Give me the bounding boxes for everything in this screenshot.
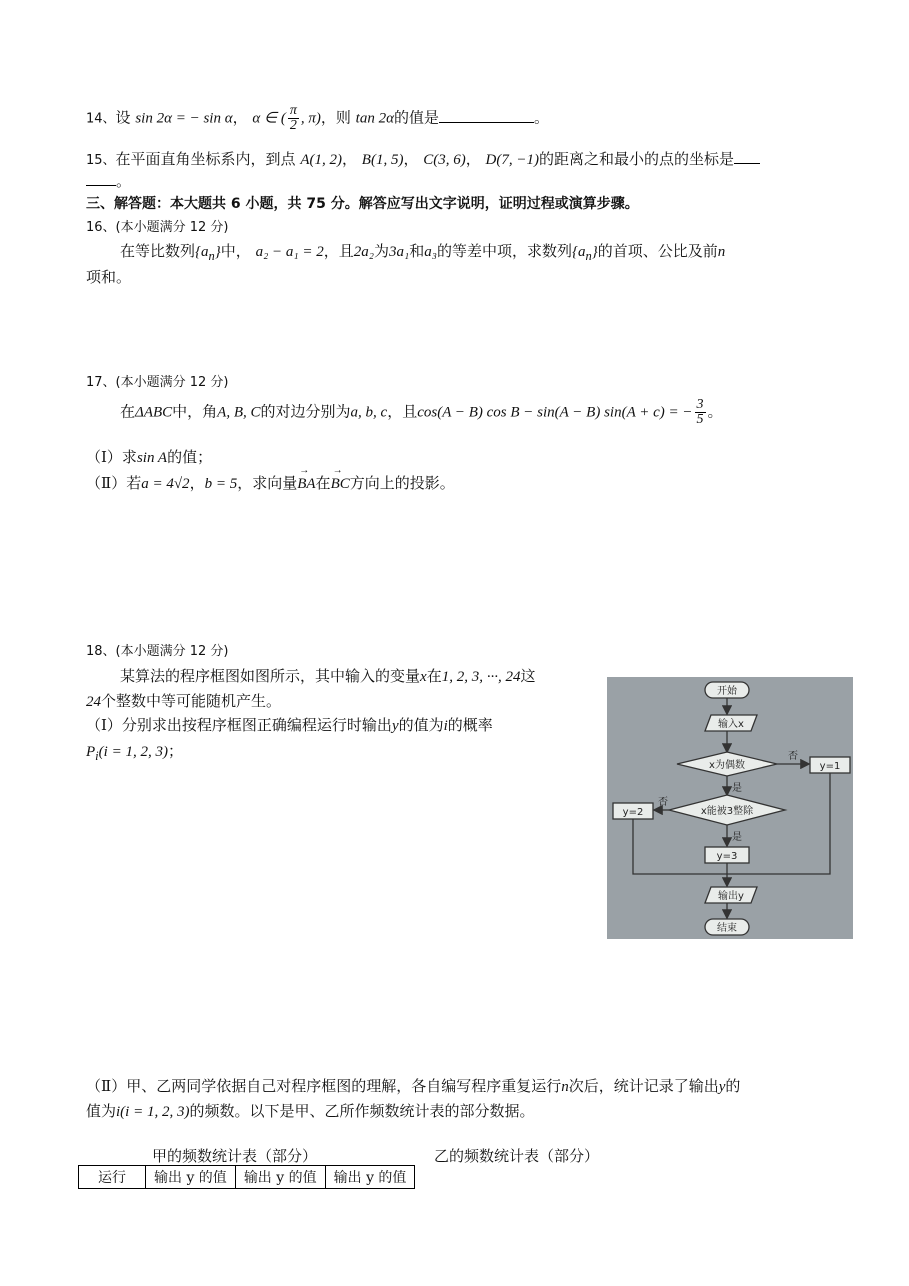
svg-text:是: 是	[732, 783, 742, 794]
frequency-table	[78, 1165, 415, 1189]
flow-cond1-label: x为偶数	[709, 760, 745, 771]
flow-output-label: 输出y	[718, 891, 744, 902]
q18-part2-line2: 值为i(i = 1, 2, 3)的频数。以下是甲、乙所作频数统计表的部分数据。	[86, 1102, 535, 1120]
table-title-yi: 乙的频数统计表（部分）	[434, 1147, 600, 1165]
q17-line1: 在ΔABC中，角A, B, C的对边分别为a, b, c，且cos(A − B) cos B − sin(A − B) sin(A + c) = − $\frac{3}{5}$ 。	[120, 397, 723, 427]
q18-part1-line2: $P_i(i = 1$, 2, 3)；	[86, 742, 183, 763]
q14-expr1: sin 2α = − sin α	[135, 110, 233, 127]
q17-header: 17、(本小题满分 12 分)	[86, 375, 229, 390]
q16-line1: 在等比数列$\{a_n\}$中， a₂ − a₁ = 2，且2a₂为3a₁和a₃的等差中项，求数列$\{a_n\}$的首项、公比及前n	[120, 242, 726, 263]
section-title: 三、解答题：本大题共 6 小题，共 75 分。解答应写出文字说明，证明过程或演算步骤。	[86, 196, 639, 212]
table-header-row	[79, 1166, 415, 1189]
q15-number: 15、	[86, 153, 116, 168]
svg-text:是: 是	[732, 832, 742, 843]
q15: 15、在平面直角坐标系内，到点 A(1, 2)， B(1, 5)， C(3, 6)， D(7, −1)的距离之和最小的点的坐标是	[86, 148, 760, 169]
table-title-jia: 甲的频数统计表（部分）	[152, 1147, 318, 1165]
q14: 14、设 sin 2α = − sin α， α ∈ ( $\frac{\pi}{2}$ , π)，则 tan 2α的值是 。	[86, 103, 549, 133]
svg-text:否: 否	[658, 797, 668, 808]
vector-BA: → BA	[297, 476, 315, 493]
table-header-cell: 输出 y 的值	[235, 1166, 325, 1189]
q14-number: 14、	[86, 111, 116, 127]
vector-BC: → BC	[331, 476, 350, 493]
q18-header: 18、(本小题满分 12 分)	[86, 644, 229, 659]
flow-start-label: 开始	[717, 686, 737, 697]
table-header-cell: 运行	[79, 1166, 146, 1189]
flow-y1-label: y=1	[819, 761, 841, 772]
svg-text:否: 否	[788, 751, 798, 762]
q18-line2: 24个整数中等可能随机产生。	[86, 692, 282, 710]
answer-blank	[734, 148, 760, 164]
q17-part1: （Ⅰ）求sin A的值；	[86, 448, 213, 466]
table-header-cell: 输出 y 的值	[325, 1166, 415, 1189]
flow-y3-label: y=3	[716, 851, 738, 862]
flow-y2-label: y=2	[622, 807, 644, 818]
answer-blank	[439, 107, 534, 123]
q17-part2: （Ⅱ）若a = 4√2，b = 5，求向量→ BA在→ BC方向上的投影。	[86, 472, 455, 493]
flow-cond2-label: x能被3整除	[700, 806, 754, 817]
q14-fraction: $\frac{\pi}{2}$	[289, 103, 297, 133]
q15-line2: 。	[86, 170, 131, 191]
q18-part1: （Ⅰ）分别求出按程序框图正确编程运行时输出y的值为i的概率	[86, 716, 493, 734]
flowchart	[607, 677, 853, 939]
q16-header: 16、(本小题满分 12 分)	[86, 220, 229, 235]
q17-fraction: $\frac{3}{5}$	[696, 397, 704, 427]
q18-part2: （Ⅱ）甲、乙两同学依据自己对程序框图的理解，各自编写程序重复运行n次后，统计记录了输出y的	[86, 1077, 741, 1095]
flow-input-label: 输入x	[718, 719, 744, 730]
q18-line1: 某算法的程序框图如图所示，其中输入的变量x在1, 2, 3, ···, 24这	[120, 667, 536, 685]
flow-end-label: 结束	[717, 923, 737, 934]
answer-blank	[86, 170, 116, 186]
table-header-cell: 输出 y 的值	[146, 1166, 236, 1189]
q16-line2: 项和。	[86, 268, 132, 286]
